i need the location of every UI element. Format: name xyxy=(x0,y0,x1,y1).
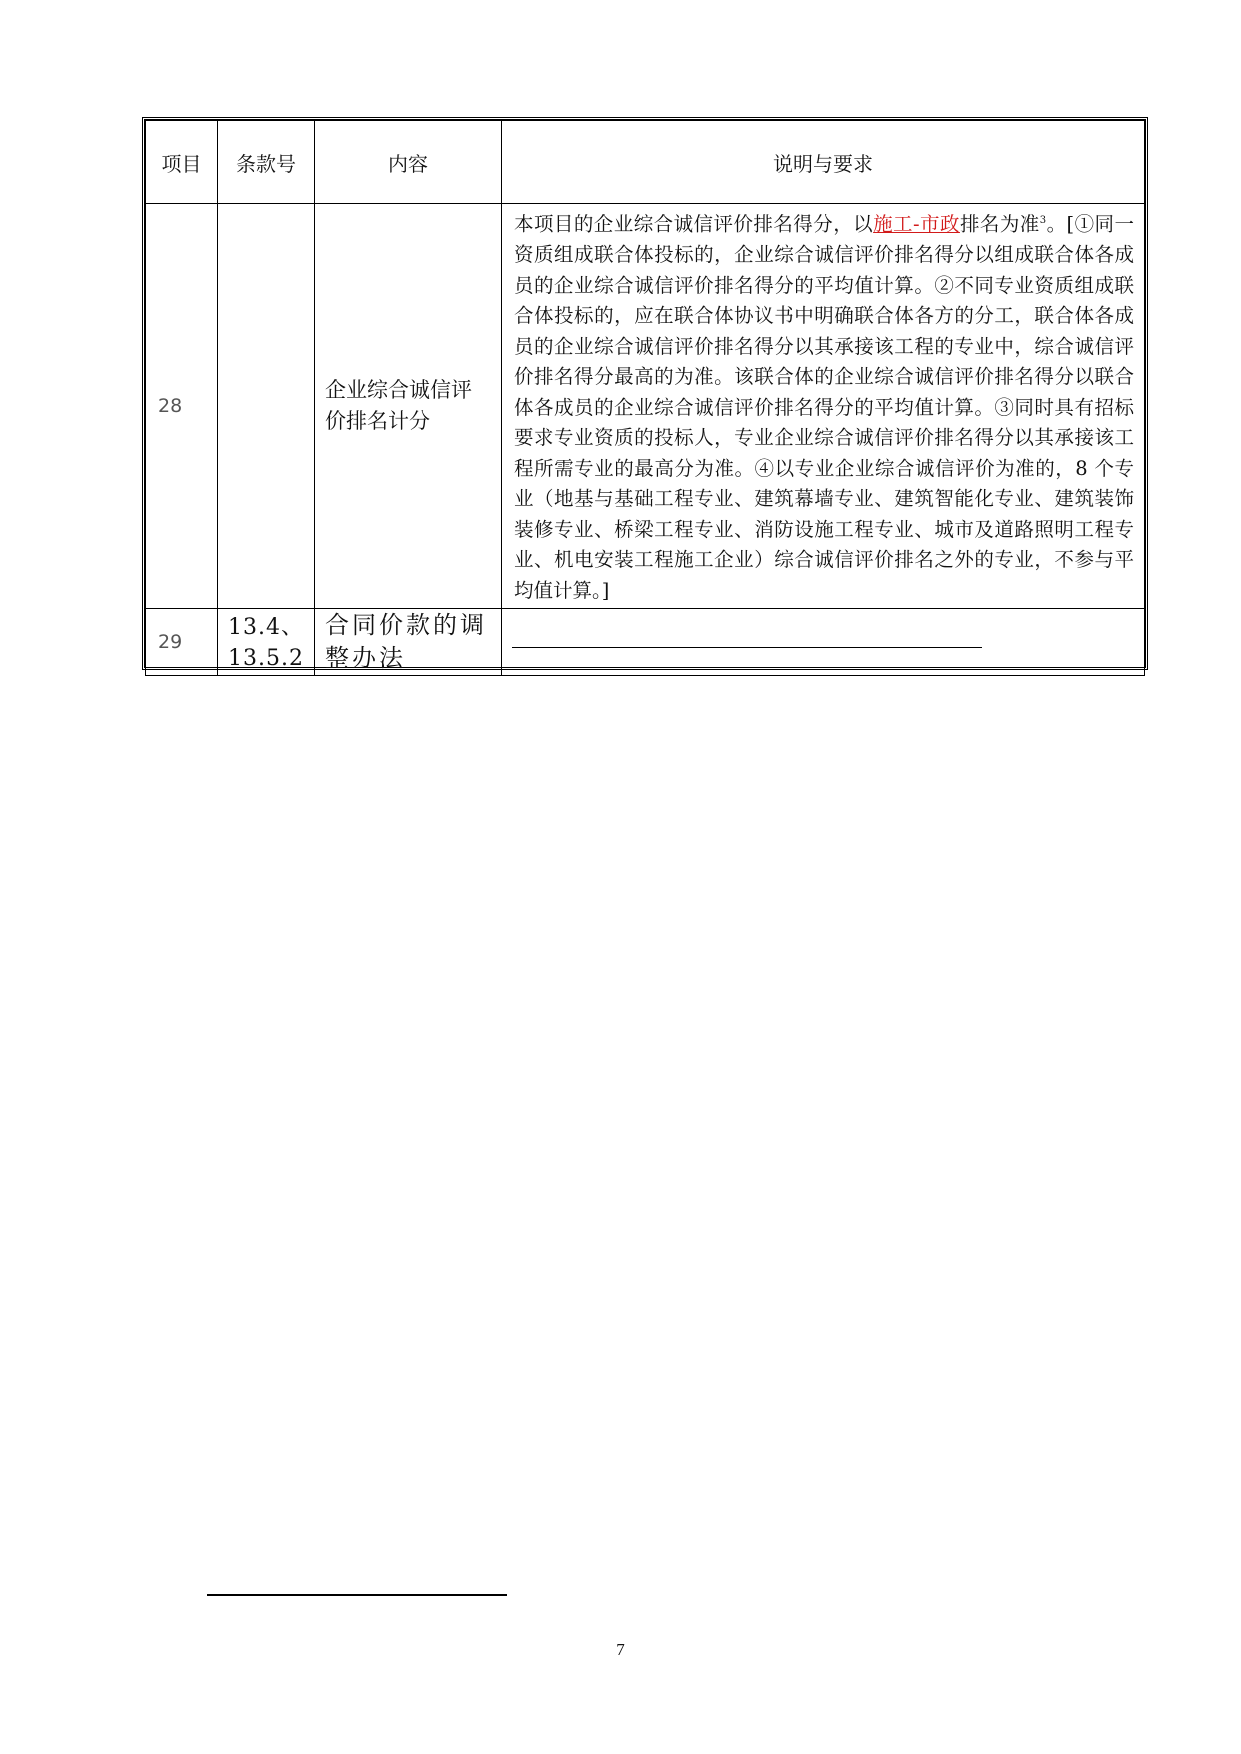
header-item: 项目 xyxy=(146,121,218,204)
row-28-content: 企业综合诚信评价排名计分 xyxy=(315,204,502,609)
row-28-description-prefix: 本项目的企业综合诚信评价排名得分，以 xyxy=(514,212,874,236)
row-29-item: 29 xyxy=(146,609,218,676)
row-29-clause-no xyxy=(218,609,315,676)
requirements-table-wrapper xyxy=(142,117,1148,670)
table-row xyxy=(146,609,1145,676)
row-29-content: 合同价款的调整办法 xyxy=(315,609,502,676)
blank-fill-line[interactable] xyxy=(512,647,982,648)
table-row xyxy=(146,204,1145,609)
row-28-description-rest: 。[①同一资质组成联合体投标的，企业综合诚信评价排名得分以组成联合体各成员的企业综合诚信评价排名得分的平均值计算。②不同专业资质组成联合体投标的，应在联合体协议书中明确联合体各方的分工，联合体各成员的企业综合诚信评价排名得分以其承接该工程的专业中，综合诚信评价排名得分最高的为准。该联合体的企业综合诚信评价排名得分以联合体各成员的企业综合诚信评价排名得分的平均值计算。③同时具有招标要求专业资质的投标人，专业企业综合诚信评价排名得分以其承接该工程所需专业的最高分为准。④以专业企业综合诚信评价为准的，8 个专业（地基与基础工程专业、建筑幕墙专业、建筑智能化专业、建筑装饰装修专业、桥梁工程专业、消防设施工程专业、城市及道路照明工程专业、机电安装工程施工企业）综合诚信评价排名之外的专业，不参与平均值计算。] xyxy=(514,212,1134,602)
page-number: 7 xyxy=(616,1640,625,1659)
footnote-mark[interactable]: 3 xyxy=(1039,215,1047,226)
ranking-category-link[interactable]: 施工-市政 xyxy=(873,212,960,236)
header-clause-no: 条款号 xyxy=(218,121,315,204)
row-29-clause-no-line2: 13.5.2 xyxy=(228,646,304,671)
header-description: 说明与要求 xyxy=(502,121,1145,204)
row-28-item: 28 xyxy=(146,204,218,609)
row-28-description-after-link: 排名为准 xyxy=(959,212,1040,236)
header-content: 内容 xyxy=(315,121,502,204)
row-28-description xyxy=(502,204,1145,609)
row-29-description xyxy=(502,609,1145,676)
footnote-separator xyxy=(207,1594,507,1596)
requirements-table xyxy=(145,120,1145,676)
row-28-clause-no xyxy=(218,204,315,609)
row-29-clause-no-line1: 13.4、 xyxy=(228,615,304,640)
table-header-row xyxy=(146,121,1145,204)
